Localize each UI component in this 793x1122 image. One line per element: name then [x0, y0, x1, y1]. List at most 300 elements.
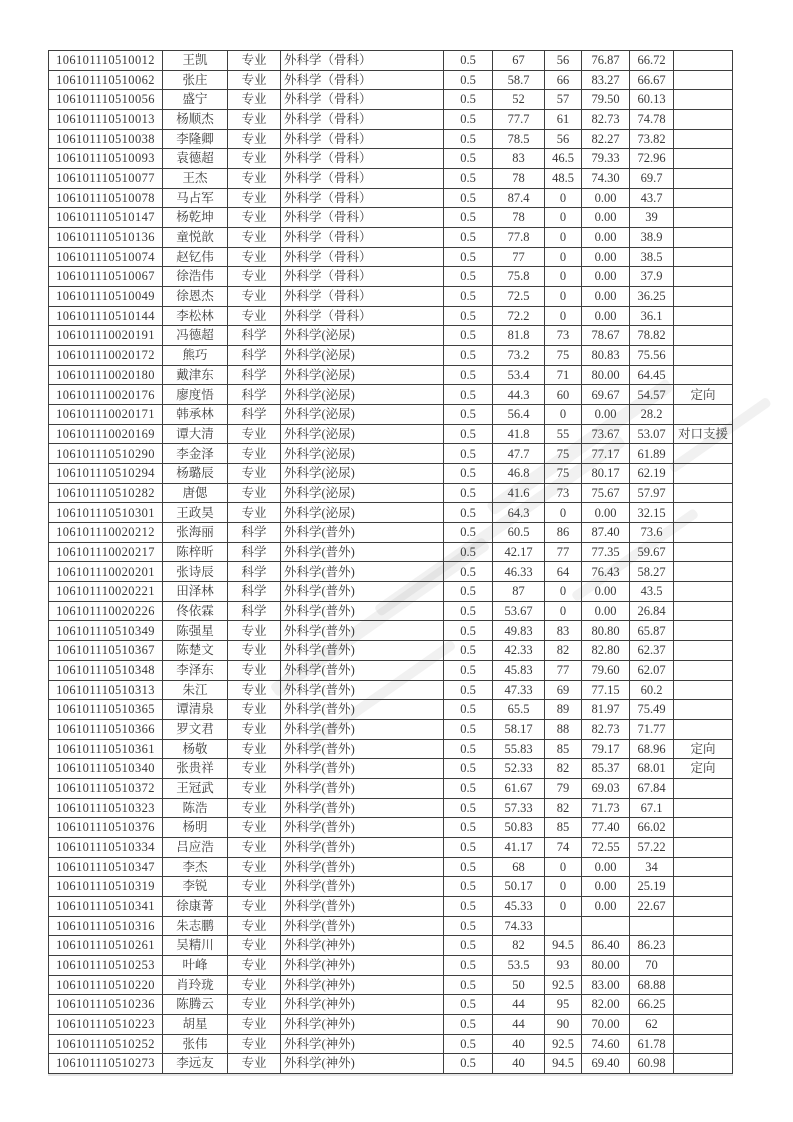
cell-note [674, 896, 733, 916]
cell-score4: 28.2 [630, 405, 674, 425]
cell-category: 专业 [228, 444, 281, 464]
cell-subject: 外科学(普外) [281, 896, 444, 916]
cell-score3: 69.40 [582, 1054, 630, 1074]
cell-weight: 0.5 [444, 582, 493, 602]
cell-id: 106101110510313 [49, 680, 163, 700]
cell-subject: 外科学(普外) [281, 916, 444, 936]
cell-score2: 73 [545, 326, 582, 346]
cell-name: 胡星 [163, 1014, 228, 1034]
cell-score1: 57.33 [493, 798, 545, 818]
cell-weight: 0.5 [444, 169, 493, 189]
table-row [49, 326, 733, 346]
table-row [49, 995, 733, 1015]
cell-score1: 50.83 [493, 818, 545, 838]
cell-score4: 36.1 [630, 306, 674, 326]
cell-note [674, 405, 733, 425]
cell-subject: 外科学（骨科） [281, 90, 444, 110]
table-row [49, 601, 733, 621]
cell-id: 106101110510078 [49, 188, 163, 208]
cell-score1: 53.67 [493, 601, 545, 621]
cell-weight: 0.5 [444, 621, 493, 641]
cell-name: 张贵祥 [163, 759, 228, 779]
cell-category: 专业 [228, 680, 281, 700]
cell-subject: 外科学（骨科） [281, 306, 444, 326]
table-row [49, 719, 733, 739]
cell-weight: 0.5 [444, 405, 493, 425]
table-row [49, 70, 733, 90]
cell-weight: 0.5 [444, 955, 493, 975]
cell-category: 专业 [228, 759, 281, 779]
cell-score2: 46.5 [545, 149, 582, 169]
cell-score2: 90 [545, 1014, 582, 1034]
cell-subject: 外科学（骨科） [281, 208, 444, 228]
cell-score1: 44 [493, 995, 545, 1015]
cell-id: 106101110510253 [49, 955, 163, 975]
cell-name: 李泽东 [163, 660, 228, 680]
cell-category: 科学 [228, 601, 281, 621]
cell-category: 专业 [228, 719, 281, 739]
cell-score3: 0.00 [582, 405, 630, 425]
cell-category: 专业 [228, 995, 281, 1015]
cell-score3: 79.60 [582, 660, 630, 680]
cell-subject: 外科学(普外) [281, 857, 444, 877]
results-table [48, 50, 733, 1074]
cell-weight: 0.5 [444, 464, 493, 484]
cell-note [674, 188, 733, 208]
cell-score1: 45.83 [493, 660, 545, 680]
cell-note [674, 306, 733, 326]
cell-score4: 61.89 [630, 444, 674, 464]
cell-score3: 76.87 [582, 51, 630, 71]
cell-score2: 82 [545, 759, 582, 779]
cell-category: 科学 [228, 365, 281, 385]
cell-category: 专业 [228, 208, 281, 228]
cell-weight: 0.5 [444, 1034, 493, 1054]
cell-name: 吴精川 [163, 936, 228, 956]
cell-score3: 70.00 [582, 1014, 630, 1034]
table-row [49, 877, 733, 897]
cell-id: 106101110020201 [49, 562, 163, 582]
cell-score2: 0 [545, 287, 582, 307]
cell-score3: 74.30 [582, 169, 630, 189]
cell-score1: 42.17 [493, 542, 545, 562]
cell-note [674, 51, 733, 71]
cell-category: 专业 [228, 621, 281, 641]
cell-id: 106101110510372 [49, 778, 163, 798]
cell-name: 廖度悟 [163, 385, 228, 405]
cell-score4: 62.07 [630, 660, 674, 680]
cell-score3: 0.00 [582, 188, 630, 208]
cell-note [674, 719, 733, 739]
cell-score4: 32.15 [630, 503, 674, 523]
cell-name: 李锐 [163, 877, 228, 897]
cell-score4: 22.67 [630, 896, 674, 916]
cell-score1: 53.4 [493, 365, 545, 385]
cell-name: 吕应浩 [163, 837, 228, 857]
cell-subject: 外科学(普外) [281, 523, 444, 543]
cell-score1: 72.2 [493, 306, 545, 326]
cell-weight: 0.5 [444, 975, 493, 995]
cell-note [674, 208, 733, 228]
cell-id: 106101110510136 [49, 228, 163, 248]
cell-category: 专业 [228, 739, 281, 759]
cell-weight: 0.5 [444, 641, 493, 661]
cell-score2: 94.5 [545, 936, 582, 956]
table-row [49, 188, 733, 208]
table-row [49, 582, 733, 602]
cell-id: 106101110510294 [49, 464, 163, 484]
cell-score4: 53.07 [630, 424, 674, 444]
table-row [49, 424, 733, 444]
cell-score3: 69.67 [582, 385, 630, 405]
cell-subject: 外科学(普外) [281, 621, 444, 641]
cell-score3: 87.40 [582, 523, 630, 543]
cell-score2: 73 [545, 483, 582, 503]
cell-score2: 79 [545, 778, 582, 798]
cell-score3: 73.67 [582, 424, 630, 444]
cell-score1: 45.33 [493, 896, 545, 916]
cell-score3: 85.37 [582, 759, 630, 779]
cell-id: 106101110020221 [49, 582, 163, 602]
cell-score1: 87 [493, 582, 545, 602]
cell-name: 谭清泉 [163, 700, 228, 720]
cell-subject: 外科学(泌尿) [281, 444, 444, 464]
table-row [49, 405, 733, 425]
table-row [49, 346, 733, 366]
cell-score4: 62.37 [630, 641, 674, 661]
cell-category: 专业 [228, 247, 281, 267]
cell-name: 杨乾坤 [163, 208, 228, 228]
cell-weight: 0.5 [444, 896, 493, 916]
cell-subject: 外科学（骨科） [281, 287, 444, 307]
cell-score4: 66.25 [630, 995, 674, 1015]
cell-category: 专业 [228, 798, 281, 818]
cell-score1: 64.3 [493, 503, 545, 523]
cell-note [674, 503, 733, 523]
cell-note [674, 936, 733, 956]
cell-score2: 75 [545, 444, 582, 464]
cell-score1: 83 [493, 149, 545, 169]
cell-score3: 83.27 [582, 70, 630, 90]
cell-category: 专业 [228, 818, 281, 838]
cell-score1: 61.67 [493, 778, 545, 798]
cell-score2: 85 [545, 818, 582, 838]
cell-score1: 78 [493, 208, 545, 228]
cell-score2: 0 [545, 188, 582, 208]
cell-weight: 0.5 [444, 916, 493, 936]
table-row [49, 955, 733, 975]
cell-id: 106101110510316 [49, 916, 163, 936]
cell-score3: 79.33 [582, 149, 630, 169]
cell-id: 106101110510367 [49, 641, 163, 661]
cell-score3: 0.00 [582, 601, 630, 621]
cell-score1: 53.5 [493, 955, 545, 975]
cell-weight: 0.5 [444, 877, 493, 897]
cell-category: 专业 [228, 857, 281, 877]
cell-category: 科学 [228, 405, 281, 425]
cell-note [674, 700, 733, 720]
cell-subject: 外科学(泌尿) [281, 424, 444, 444]
cell-note: 定向 [674, 759, 733, 779]
cell-weight: 0.5 [444, 267, 493, 287]
cell-note [674, 837, 733, 857]
cell-score2: 0 [545, 503, 582, 523]
cell-weight: 0.5 [444, 188, 493, 208]
cell-score4: 43.7 [630, 188, 674, 208]
cell-name: 徐恩杰 [163, 287, 228, 307]
cell-score1: 56.4 [493, 405, 545, 425]
cell-weight: 0.5 [444, 51, 493, 71]
cell-score4: 78.82 [630, 326, 674, 346]
cell-score3: 0.00 [582, 306, 630, 326]
cell-id: 106101110510365 [49, 700, 163, 720]
cell-score2: 66 [545, 70, 582, 90]
cell-weight: 0.5 [444, 424, 493, 444]
table-row [49, 818, 733, 838]
table-row [49, 641, 733, 661]
cell-score4: 26.84 [630, 601, 674, 621]
cell-name: 陈强星 [163, 621, 228, 641]
cell-category: 科学 [228, 542, 281, 562]
cell-subject: 外科学(普外) [281, 601, 444, 621]
table-row [49, 700, 733, 720]
cell-note [674, 1054, 733, 1074]
cell-id: 106101110510038 [49, 129, 163, 149]
cell-score1: 41.8 [493, 424, 545, 444]
cell-score4: 60.98 [630, 1054, 674, 1074]
cell-subject: 外科学（骨科） [281, 129, 444, 149]
cell-id: 106101110510376 [49, 818, 163, 838]
cell-name: 冯德超 [163, 326, 228, 346]
table-row [49, 385, 733, 405]
cell-score2: 56 [545, 129, 582, 149]
table-row [49, 228, 733, 248]
cell-weight: 0.5 [444, 326, 493, 346]
cell-subject: 外科学(泌尿) [281, 346, 444, 366]
cell-weight: 0.5 [444, 346, 493, 366]
table-row [49, 542, 733, 562]
cell-id: 106101110510261 [49, 936, 163, 956]
cell-score4: 86.23 [630, 936, 674, 956]
cell-weight: 0.5 [444, 739, 493, 759]
cell-name: 张诗辰 [163, 562, 228, 582]
cell-category: 专业 [228, 188, 281, 208]
cell-note: 定向 [674, 739, 733, 759]
cell-name: 张海丽 [163, 523, 228, 543]
cell-name: 王政昊 [163, 503, 228, 523]
cell-score4: 75.49 [630, 700, 674, 720]
cell-score3: 83.00 [582, 975, 630, 995]
cell-score1: 58.17 [493, 719, 545, 739]
cell-score4: 37.9 [630, 267, 674, 287]
cell-category: 专业 [228, 778, 281, 798]
table-row [49, 778, 733, 798]
cell-category: 专业 [228, 464, 281, 484]
cell-score1: 52.33 [493, 759, 545, 779]
cell-name: 戴津东 [163, 365, 228, 385]
cell-name: 徐康菁 [163, 896, 228, 916]
table-row [49, 916, 733, 936]
cell-subject: 外科学(神外) [281, 1054, 444, 1074]
cell-subject: 外科学(泌尿) [281, 365, 444, 385]
cell-note [674, 916, 733, 936]
cell-id: 106101110510077 [49, 169, 163, 189]
cell-score1: 78 [493, 169, 545, 189]
cell-score2: 57 [545, 90, 582, 110]
cell-category: 专业 [228, 169, 281, 189]
cell-name: 陈楚文 [163, 641, 228, 661]
cell-name: 谭大清 [163, 424, 228, 444]
table-row [49, 267, 733, 287]
cell-id: 106101110510348 [49, 660, 163, 680]
cell-score3: 82.00 [582, 995, 630, 1015]
cell-subject: 外科学（骨科） [281, 188, 444, 208]
cell-subject: 外科学（骨科） [281, 267, 444, 287]
cell-score4: 72.96 [630, 149, 674, 169]
cell-id: 106101110510223 [49, 1014, 163, 1034]
cell-note [674, 818, 733, 838]
cell-score3: 0.00 [582, 208, 630, 228]
cell-subject: 外科学(泌尿) [281, 464, 444, 484]
cell-score4: 59.67 [630, 542, 674, 562]
cell-id: 106101110510049 [49, 287, 163, 307]
cell-score4: 62 [630, 1014, 674, 1034]
cell-subject: 外科学(普外) [281, 562, 444, 582]
cell-name: 朱志鹏 [163, 916, 228, 936]
cell-name: 佟依霖 [163, 601, 228, 621]
cell-score3: 0.00 [582, 877, 630, 897]
cell-category: 专业 [228, 1054, 281, 1074]
cell-score2: 82 [545, 641, 582, 661]
cell-name: 张伟 [163, 1034, 228, 1054]
cell-weight: 0.5 [444, 503, 493, 523]
cell-weight: 0.5 [444, 365, 493, 385]
cell-name: 徐浩伟 [163, 267, 228, 287]
cell-score4: 54.57 [630, 385, 674, 405]
table-row [49, 169, 733, 189]
cell-category: 科学 [228, 523, 281, 543]
cell-score3: 82.73 [582, 110, 630, 130]
cell-category: 专业 [228, 129, 281, 149]
table-row [49, 562, 733, 582]
cell-score2: 85 [545, 739, 582, 759]
cell-id: 106101110510252 [49, 1034, 163, 1054]
cell-score3: 0.00 [582, 857, 630, 877]
cell-subject: 外科学(普外) [281, 759, 444, 779]
cell-score4: 57.22 [630, 837, 674, 857]
table-row [49, 523, 733, 543]
cell-score2: 82 [545, 798, 582, 818]
cell-category: 专业 [228, 70, 281, 90]
cell-weight: 0.5 [444, 90, 493, 110]
cell-score1: 42.33 [493, 641, 545, 661]
cell-id: 106101110020217 [49, 542, 163, 562]
cell-score4: 66.67 [630, 70, 674, 90]
cell-id: 106101110510341 [49, 896, 163, 916]
cell-name: 杨明 [163, 818, 228, 838]
cell-id: 106101110020171 [49, 405, 163, 425]
cell-score3: 0.00 [582, 287, 630, 307]
cell-weight: 0.5 [444, 601, 493, 621]
cell-score2: 69 [545, 680, 582, 700]
cell-score2: 77 [545, 542, 582, 562]
cell-weight: 0.5 [444, 1054, 493, 1074]
cell-subject: 外科学(泌尿) [281, 405, 444, 425]
cell-score2: 0 [545, 208, 582, 228]
table-row [49, 1014, 733, 1034]
cell-score2: 0 [545, 896, 582, 916]
cell-score2: 92.5 [545, 975, 582, 995]
cell-score2: 0 [545, 306, 582, 326]
table-row [49, 247, 733, 267]
cell-score1: 46.8 [493, 464, 545, 484]
cell-id: 106101110510361 [49, 739, 163, 759]
cell-weight: 0.5 [444, 562, 493, 582]
cell-subject: 外科学(普外) [281, 818, 444, 838]
cell-score2: 0 [545, 582, 582, 602]
cell-score3: 80.00 [582, 365, 630, 385]
table-row [49, 306, 733, 326]
cell-note [674, 857, 733, 877]
cell-category: 科学 [228, 326, 281, 346]
cell-score2: 92.5 [545, 1034, 582, 1054]
cell-score2: 0 [545, 601, 582, 621]
cell-score2: 75 [545, 346, 582, 366]
cell-score1: 44 [493, 1014, 545, 1034]
cell-id: 106101110020172 [49, 346, 163, 366]
cell-weight: 0.5 [444, 778, 493, 798]
cell-name: 盛宁 [163, 90, 228, 110]
cell-category: 科学 [228, 346, 281, 366]
cell-id: 106101110510013 [49, 110, 163, 130]
cell-name: 李松林 [163, 306, 228, 326]
cell-score4: 70 [630, 955, 674, 975]
cell-score1: 78.5 [493, 129, 545, 149]
cell-score4: 58.27 [630, 562, 674, 582]
cell-score4: 62.19 [630, 464, 674, 484]
cell-category: 专业 [228, 896, 281, 916]
cell-note [674, 365, 733, 385]
cell-score3: 79.17 [582, 739, 630, 759]
table-row [49, 896, 733, 916]
cell-id: 106101110510062 [49, 70, 163, 90]
cell-category: 专业 [228, 955, 281, 975]
cell-score2: 74 [545, 837, 582, 857]
cell-name: 李隆卿 [163, 129, 228, 149]
cell-name: 陈梓昕 [163, 542, 228, 562]
cell-weight: 0.5 [444, 228, 493, 248]
cell-score1: 68 [493, 857, 545, 877]
cell-note [674, 169, 733, 189]
cell-score1: 74.33 [493, 916, 545, 936]
cell-score1: 65.5 [493, 700, 545, 720]
cell-id: 106101110020176 [49, 385, 163, 405]
cell-category: 专业 [228, 975, 281, 995]
cell-note [674, 798, 733, 818]
cell-score1: 81.8 [493, 326, 545, 346]
cell-category: 专业 [228, 936, 281, 956]
cell-score4: 66.72 [630, 51, 674, 71]
table-row [49, 857, 733, 877]
table-row [49, 129, 733, 149]
cell-score3: 78.67 [582, 326, 630, 346]
cell-name: 韩承林 [163, 405, 228, 425]
cell-category: 专业 [228, 1034, 281, 1054]
cell-category: 专业 [228, 267, 281, 287]
cell-id: 106101110510290 [49, 444, 163, 464]
table-row [49, 483, 733, 503]
cell-subject: 外科学(神外) [281, 955, 444, 975]
